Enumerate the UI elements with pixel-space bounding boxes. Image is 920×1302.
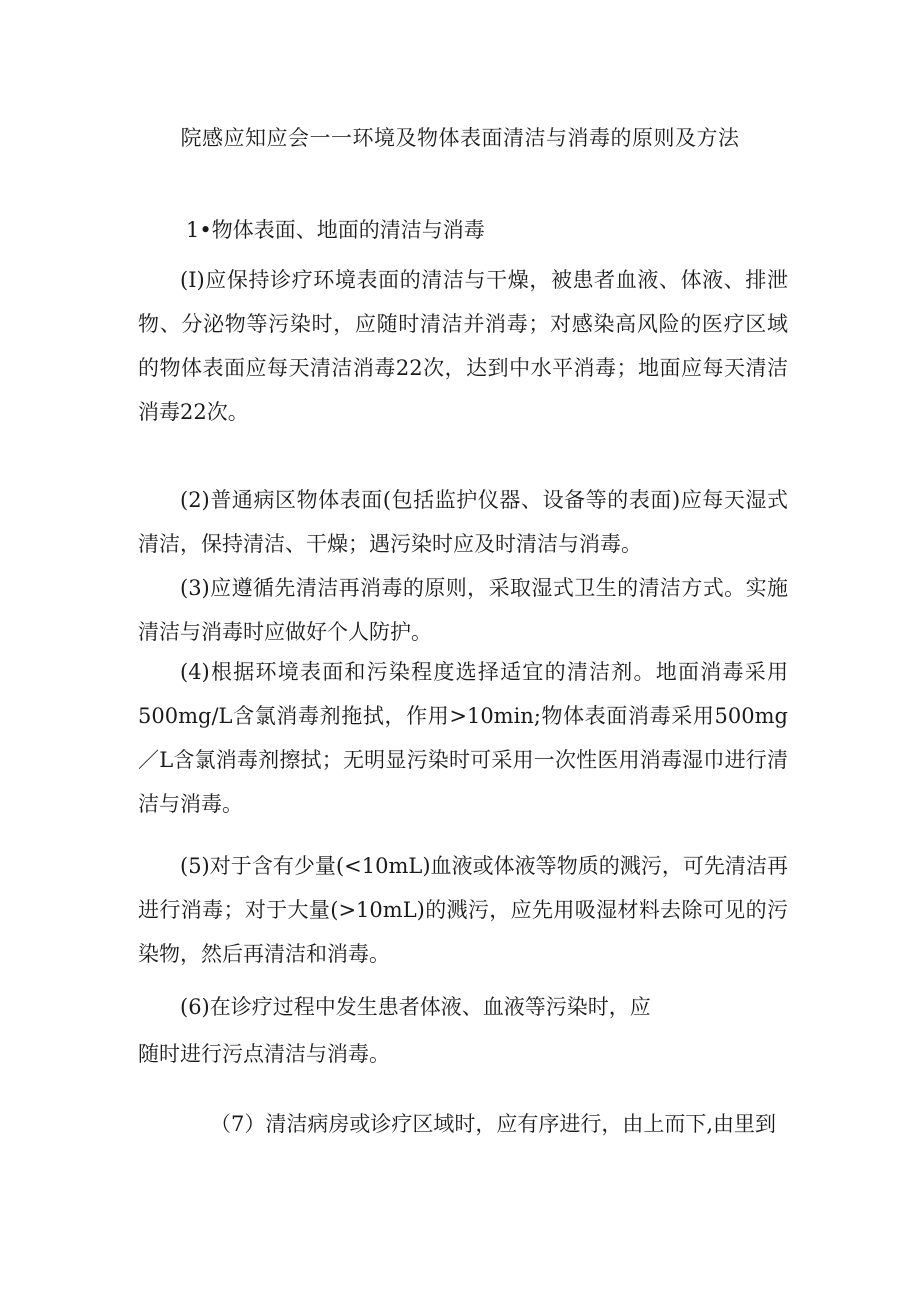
paragraph-1: (I)应保持诊疗环境表面的清洁与干燥，被患者血液、体液、排泄物、分泌物等污染时，应随时清洁并消毒；对感染高风险的医疗区域的物体表面应每天清洁消毒22次，达到中水平消毒；地面应每天清洁消毒22次。 — [138, 268, 788, 424]
paragraph-2: (2)普通病区物体表面(包括监护仪器、设备等的表面)应每天湿式清洁，保持清洁、干燥；遇污染时应及时清洁与消毒。 — [138, 488, 788, 556]
section-heading: 1•物体表面、地面的清洁与消毒 — [186, 218, 485, 242]
paragraph-7: （7）清洁病房或诊疗区域时，应有序进行，由上而下,由里到 — [210, 1112, 777, 1136]
paragraph-4: (4)根据环境表面和污染程度选择适宜的清洁剂。地面消毒采用500mg/L含氯消毒剂拖拭，作用>10min;物体表面消毒采用500mg／L含氯消毒剂擦拭；无明显污染时可采用一次性医用消毒湿巾进行清洁与消毒。 — [138, 660, 788, 816]
paragraph-6: (6)在诊疗过程中发生患者体液、血液等污染时，应 — [180, 995, 651, 1019]
paragraph-6-continuation: 随时进行污点清洁与消毒。 — [138, 1042, 390, 1066]
paragraph-5: (5)对于含有少量(<10mL)血液或体液等物质的溅污，可先清洁再进行消毒；对于大量(>10mL)的溅污，应先用吸湿材料去除可见的污染物，然后再清洁和消毒。 — [138, 854, 788, 966]
document-title: 院感应知应会一一环境及物体表面清洁与消毒的原则及方法 — [180, 126, 740, 150]
paragraph-3: (3)应遵循先清洁再消毒的原则，采取湿式卫生的清洁方式。实施清洁与消毒时应做好个人防护。 — [138, 576, 788, 644]
